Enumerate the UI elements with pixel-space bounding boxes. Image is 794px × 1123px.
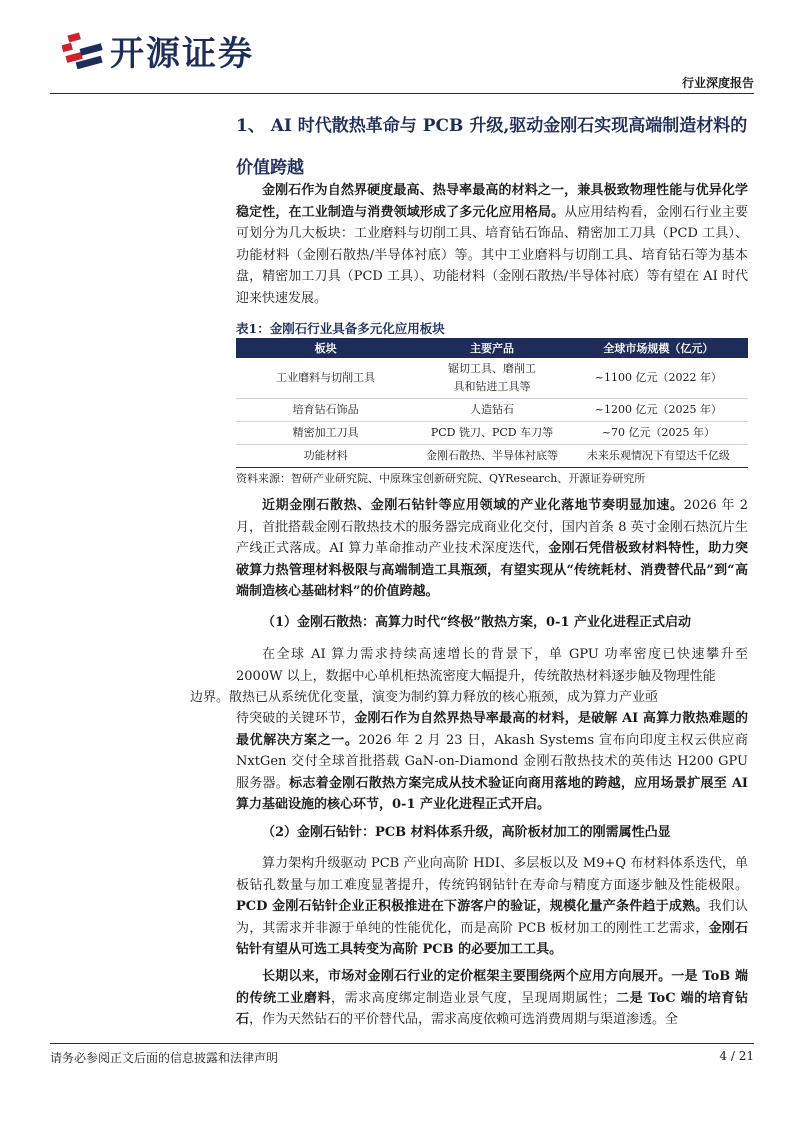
paragraph-drill-text-2: 我们认为，其需求并非源于单纯的性能优化，而是高阶 PCB 板材加工的刚性工艺需求， — [236, 899, 748, 936]
report-type: 行业深度报告 — [681, 76, 754, 90]
table-row — [236, 422, 748, 445]
paragraph-drill — [236, 853, 748, 961]
table-row — [236, 358, 748, 399]
paragraph-heat-c — [236, 708, 748, 816]
subheading-drill: （2）金刚石钻针：PCB 材料体系升级，高阶板材加工的刚需属性凸显 — [262, 825, 671, 840]
paragraph-pricing-bold: 长期以来，市场对金刚石行业的定价框架主要围绕两个应用方向展开。一是 ToB 端的传统工业磨料 — [236, 969, 748, 1006]
paragraph-acceleration — [236, 495, 748, 603]
table-cell: 培育钻石饰品 — [236, 399, 415, 422]
footer-divider — [50, 1043, 754, 1044]
table-cell: 功能材料 — [236, 445, 415, 468]
brand-name: 开源证券 — [110, 34, 254, 74]
paragraph-drill-bold-2: 金刚石钻针有望从可选工具转变为高阶 PCB 的必要加工工具。 — [236, 920, 748, 957]
paragraph-pricing-bold-2: 二是 ToC 端的培育钻石 — [236, 990, 748, 1027]
table-header-cell: 全球市场规模（亿元） — [569, 338, 748, 358]
table-source: 资料来源：智研产业研究院、中原珠宝创新研究院、QYResearch、开源证券研究所 — [236, 472, 646, 485]
paragraph-intro-bold: 金刚石作为自然界硬度最高、热导率最高的材料之一，兼具极致物理性能与优异化学稳定性，在工业制造与消费领域形成了多元化应用格局。 — [236, 183, 748, 220]
table-cell: ~1100 亿元（2022 年） — [569, 358, 748, 399]
table-title: 表1：金刚石行业具备多元化应用板块 — [236, 321, 445, 336]
table-cell: ~1200 亿元（2025 年） — [569, 399, 748, 422]
paragraph-heat-a: 在全球 AI 算力需求持续高速增长的背景下，单 GPU 功率密度已快速攀升至 2000W 以上，数据中心单机柜热流密度大幅提升，传统散热材料逐步触及物理性能 — [236, 647, 748, 684]
table-cell: 人造钻石 — [415, 399, 569, 422]
table-cell: 金刚石散热、半导体衬底等 — [415, 445, 569, 468]
table-cell: PCD 铣刀、PCD 车刀等 — [415, 422, 569, 445]
paragraph-acceleration-text: 2026 年 2 月，首批搭载金刚石散热技术的服务器完成商业化交付，国内首条 8 英寸金刚石热沉片生产线正式落成。AI 算力革命推动产业技术深度迭代， — [236, 498, 748, 556]
kaiyuan-logo-icon — [62, 30, 106, 70]
paragraph-pricing — [236, 966, 748, 1031]
table-cell: 精密加工刀具 — [236, 422, 415, 445]
table-header-row — [236, 338, 748, 358]
paragraph-intro-rest: 从应用结构看，金刚石行业主要可划分为几大板块：工业磨料与切削工具、培育钻石饰品、精密加工刀具（PCD 工具）、功能材料（金刚石散热/半导体衬底）等。其中工业磨料与切削工具、培育钻石等为基本盘，精密加工刀具（PCD 工具）、功能材料（金刚石散热/半导体衬底）等有望在 AI 时代迎来快速发展。 — [236, 204, 748, 306]
paragraph-acceleration-bold: 近期金刚石散热、金刚石钻针等应用领域的产业化落地节奏明显加速。 — [262, 498, 684, 513]
table-cell: 锯切工具、磨削工具和钻进工具等 — [415, 358, 569, 399]
paragraph-heat-b: 边界。散热已从系统优化变量，演变为制约算力释放的核心瓶颈，成为算力产业亟 — [190, 690, 659, 705]
paragraph-heat-c-bold: 金刚石作为自然界热导率最高的材料，是破解 AI 高算力散热难题的最优解决方案之一。 — [236, 711, 748, 748]
table-header-cell: 板块 — [236, 338, 415, 358]
paragraph-heat-d-text: 2026 年 2 月 23 日，Akash Systems 宣布向印度主权云供应商 NxtGen 交付全球首批搭载 GaN-on-Diamond 金刚石散热技术的英伟达 H200 GPU 服务器。 — [236, 732, 748, 791]
paragraph-acceleration-bold-2: 金刚石凭借极致材料特性，助力突破算力热管理材料极限与高端制造工具瓶颈，有望实现从“传统耗材、消费替代品”到“高端制造核心基础材料”的价值跨越。 — [236, 541, 748, 599]
paragraph-heat-c-text: 待突破的关键环节， — [236, 711, 355, 726]
paragraph-drill-text: 算力架构升级驱动 PCB 产业向高阶 HDI、多层板以及 M9+Q 布材料体系迭代，单板钻孔数量与加工难度显著提升，传统钨钢钻针在寿命与精度方面逐步触及性能极限。 — [236, 856, 748, 893]
table-header-cell: 主要产品 — [415, 338, 569, 358]
header-divider — [50, 93, 754, 94]
paragraph-drill-bold: PCD 金刚石钻针企业正积极推进在下游客户的验证，规模化量产条件趋于成熟。 — [236, 899, 709, 914]
table-cell: ~70 亿元（2025 年） — [569, 422, 748, 445]
footer-disclaimer: 请务必参阅正文后面的信息披露和法律声明 — [50, 1051, 279, 1065]
page-number: 4 / 21 — [719, 1049, 754, 1063]
paragraph-intro — [236, 180, 748, 309]
table-row — [236, 445, 748, 468]
table-row — [236, 399, 748, 422]
table-cell: 未来乐观情况下有望达千亿级 — [569, 445, 748, 468]
paragraph-pricing-text: ，需求高度绑定制造业景气度，呈现周期属性； — [331, 990, 616, 1006]
subheading-heat-dissipation: （1）金刚石散热：高算力时代“终极”散热方案，0-1 产业化进程正式启动 — [262, 615, 692, 630]
section-title: 1、 AI 时代散热革命与 PCB 升级,驱动金刚石实现高端制造材料的价值跨越 — [236, 116, 748, 178]
market-table — [236, 338, 748, 468]
table-cell: 工业磨料与切削工具 — [236, 358, 415, 399]
paragraph-pricing-text-2: ，作为天然钻石的平价替代品，需求高度依赖可选消费周期与渠道渗透。全 — [249, 1012, 679, 1027]
paragraph-heat-d-bold: 标志着金刚石散热方案完成从技术验证向商用落地的跨越，应用场景扩展至 AI 算力基础设施的核心环节，0-1 产业化进程正式开启。 — [236, 775, 748, 812]
